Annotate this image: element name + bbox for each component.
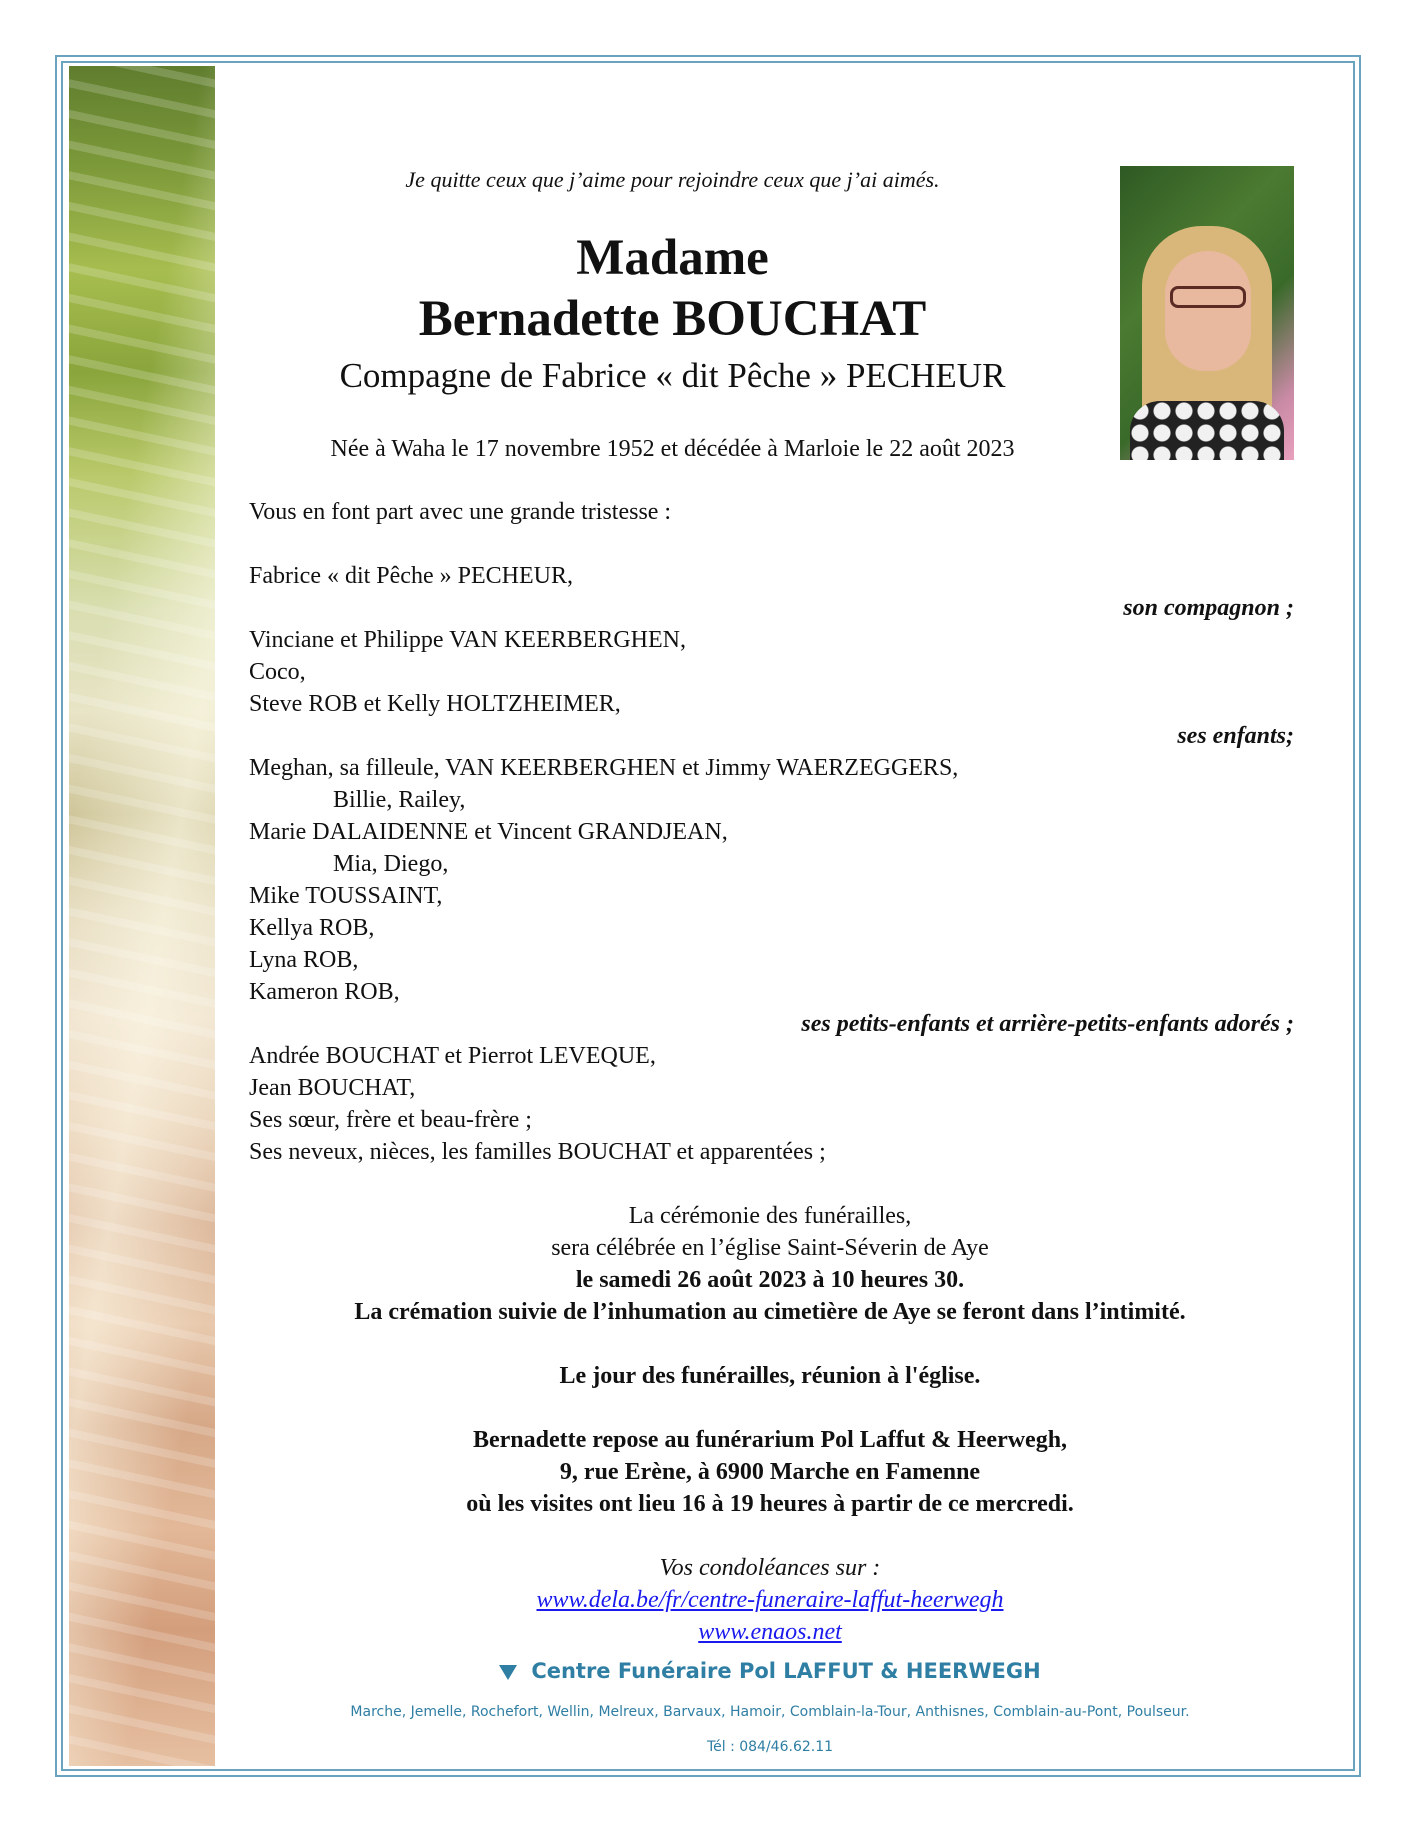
family-member: Jean BOUCHAT, xyxy=(249,1075,416,1101)
family-member: Mike TOUSSAINT, xyxy=(249,883,443,909)
dela-link[interactable]: www.dela.be/fr/centre-funeraire-laffut-heerwegh xyxy=(536,1587,1004,1613)
deceased-name: Bernadette BOUCHAT xyxy=(418,291,927,347)
companion-line: Compagne de Fabrice « dit Pêche » PECHEUR xyxy=(339,356,1006,395)
family-member: Steve ROB et Kelly HOLTZHEIMER, xyxy=(249,691,621,717)
epigraph: Je quitte ceux que j’aime pour rejoindre ceux que j’ai aimés. xyxy=(405,167,940,192)
relation-label: ses petits-enfants et arrière-petits-enfants adorés ; xyxy=(801,1011,1294,1037)
ceremony-line: La cérémonie des funérailles, xyxy=(628,1203,912,1229)
announcement-intro: Vous en font part avec une grande tristesse : xyxy=(249,499,672,525)
phone-number: Tél : 084/46.62.11 xyxy=(706,1739,834,1755)
family-member: Vinciane et Philippe VAN KEERBERGHEN, xyxy=(249,627,686,653)
visiting-hours: où les visites ont lieu 16 à 19 heures à partir de ce mercredi. xyxy=(466,1491,1074,1517)
honorific-title: Madame xyxy=(576,230,769,286)
funeral-home-name: Centre Funéraire Pol LAFFUT & HEERWEGH xyxy=(250,1659,1290,1683)
family-member: Marie DALAIDENNE et Vincent GRANDJEAN, xyxy=(249,819,728,845)
birth-death-line: Née à Waha le 17 novembre 1952 et décédée à Marloie le 22 août 2023 xyxy=(330,436,1015,462)
relation-label: ses enfants; xyxy=(1177,723,1294,749)
funerarium-line: Bernadette repose au funérarium Pol Laffut & Heerwegh, xyxy=(472,1427,1068,1453)
cremation-line: La crémation suivie de l’inhumation au cimetière de Aye se feront dans l’intimité. xyxy=(354,1299,1186,1325)
family-member: Coco, xyxy=(249,659,306,685)
family-member: Ses neveux, nièces, les familles BOUCHAT et apparentées ; xyxy=(249,1139,826,1165)
ceremony-church: sera célébrée en l’église Saint-Séverin de Aye xyxy=(551,1235,989,1261)
condolences-label: Vos condoléances sur : xyxy=(659,1555,881,1581)
gathering-line: Le jour des funérailles, réunion à l'église. xyxy=(559,1363,981,1389)
family-member: Kellya ROB, xyxy=(249,915,375,941)
family-member: Ses sœur, frère et beau-frère ; xyxy=(249,1107,532,1133)
relation-label: son compagnon ; xyxy=(1123,595,1294,621)
triangle-down-icon xyxy=(499,1665,517,1680)
ceremony-date: le samedi 26 août 2023 à 10 heures 30. xyxy=(575,1267,965,1293)
family-member: Billie, Railey, xyxy=(333,787,466,813)
enaos-link[interactable]: www.enaos.net xyxy=(698,1619,842,1645)
forest-path-image xyxy=(69,66,215,1766)
family-member: Kameron ROB, xyxy=(249,979,400,1005)
locations-line: Marche, Jemelle, Rochefort, Wellin, Melreux, Barvaux, Hamoir, Comblain-la-Tour, Anthisnes, Comblain-au-Pont, Poulseur. xyxy=(350,1704,1190,1720)
family-member: Mia, Diego, xyxy=(333,851,449,877)
funerarium-address: 9, rue Erène, à 6900 Marche en Famenne xyxy=(559,1459,981,1485)
portrait-photo xyxy=(1120,166,1294,460)
family-member: Lyna ROB, xyxy=(249,947,359,973)
family-member: Meghan, sa filleule, VAN KEERBERGHEN et Jimmy WAERZEGGERS, xyxy=(249,755,959,781)
family-member: Fabrice « dit Pêche » PECHEUR, xyxy=(249,563,573,589)
family-member: Andrée BOUCHAT et Pierrot LEVEQUE, xyxy=(249,1043,656,1069)
